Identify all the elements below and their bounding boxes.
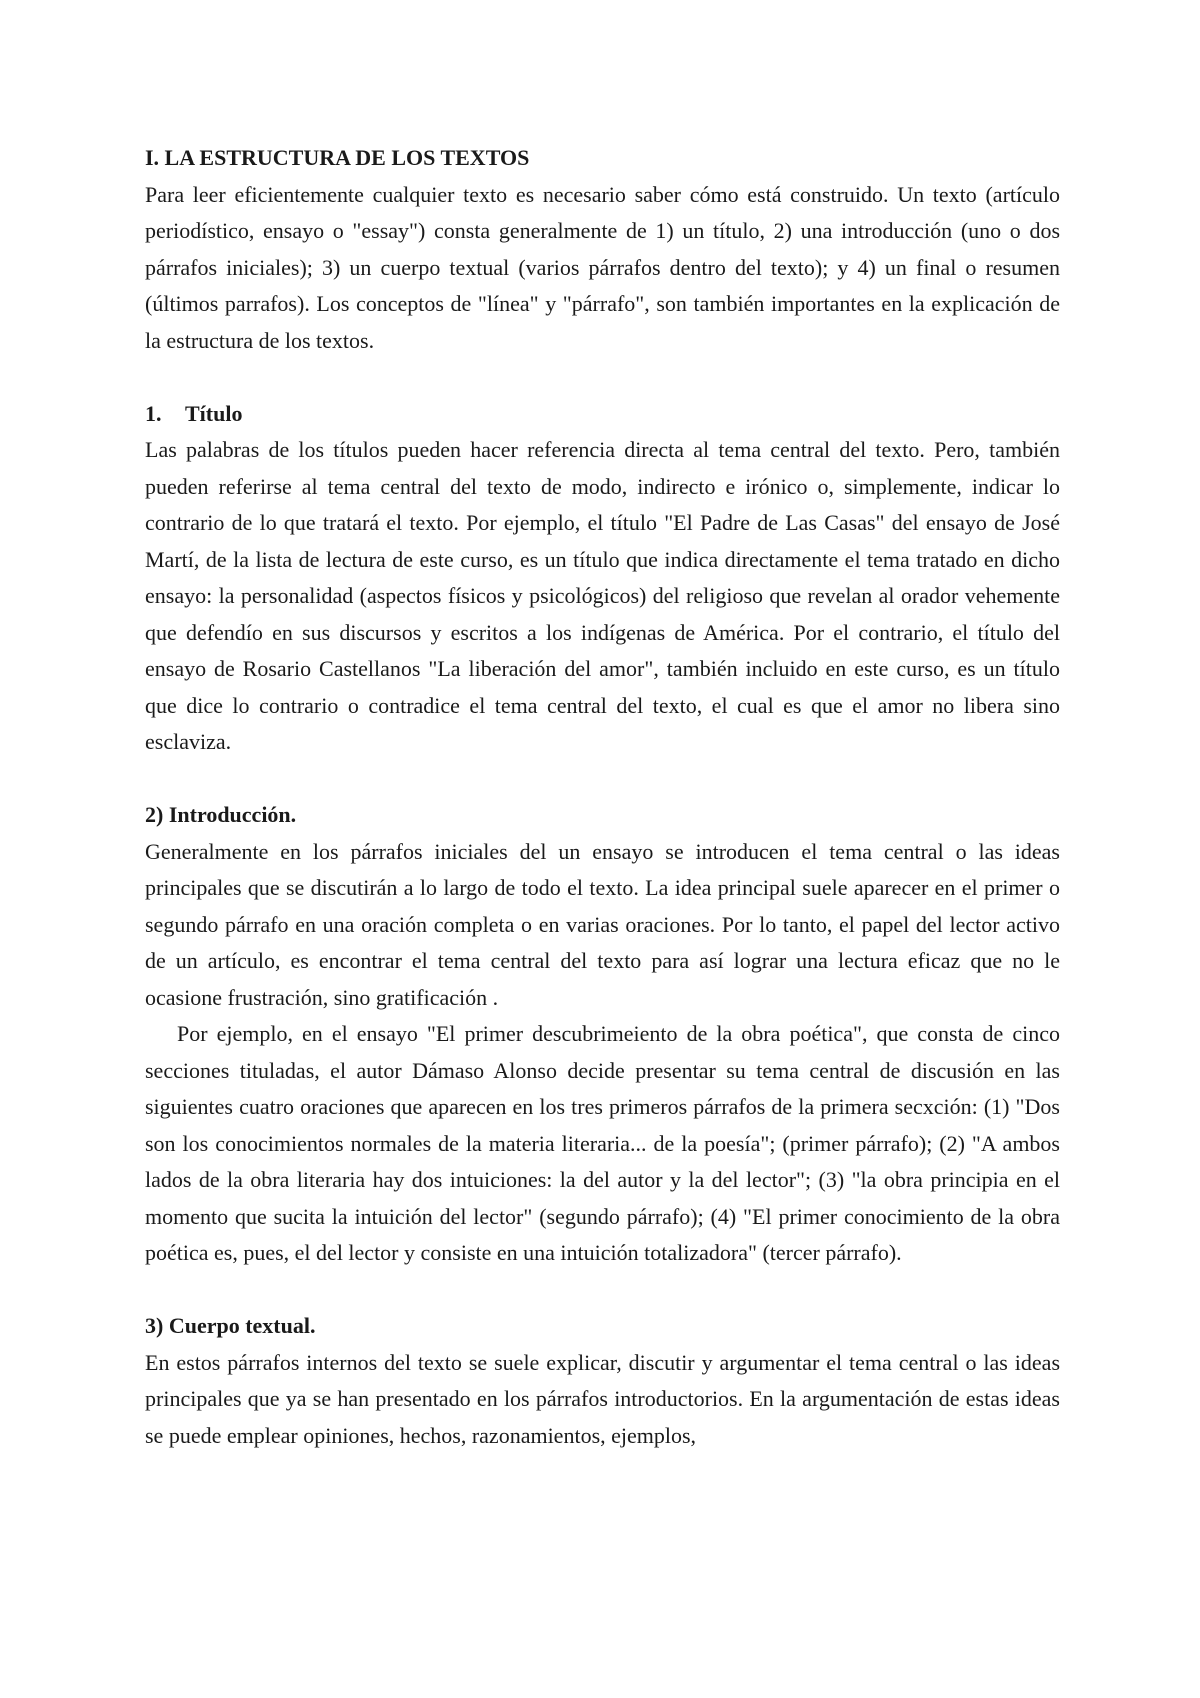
section-number: 1.: [145, 400, 162, 426]
section-heading-cuerpo-textual: 3) Cuerpo textual.: [145, 1313, 316, 1338]
section-paragraph: En estos párrafos internos del texto se suele explicar, discutir y argumentar el tema central o las ideas principales que ya se han presentado en los párrafos introductorios. En la argumentación de estas ideas se puede emplear opiniones, hechos, razonamientos, ejemplos,: [145, 1349, 1060, 1448]
section-paragraph: Las palabras de los títulos pueden hacer referencia directa al tema central del texto. Pero, también pueden referirse al tema central del texto de modo, indirecto e irónico o, simplemente, indicar lo contrario de lo que tratará el texto. Por ejemplo, el título "El Padre de Las Casas" del ensayo de José Martí, de la lista de lectura de este curso, es un título que indica directamente el tema tratado en dicho ensayo: la personalidad (aspectos físicos y psicológicos) del religioso que revelan al orador vehemente que defendío en sus discursos y escritos a los indígenas de América. Por el contrario, el título del ensayo de Rosario Castellanos "La liberación del amor", también incluido en este curso, es un título que dice lo contrario o contradice el tema central del texto, el cual es que el amor no libera sino esclaviza.: [145, 437, 1060, 754]
document-title: I. LA ESTRUCTURA DE LOS TEXTOS: [145, 145, 530, 170]
section-heading-titulo: [145, 396, 1060, 433]
section-heading-introduccion: 2) Introducción.: [145, 802, 297, 827]
section-paragraph: Generalmente en los párrafos iniciales del un ensayo se introducen el tema central o las ideas principales que se discutirán a lo largo de todo el texto. La idea principal suele aparecer en el primer o segundo párrafo en una oración completa o en varias oraciones. Por lo tanto, el papel del lector activo de un artículo, es encontrar el tema central del texto para así lograr una lectura eficaz que no le ocasione frustración, sino gratificación .: [145, 838, 1060, 1010]
document-page: [145, 140, 1060, 1454]
section-paragraph: Por ejemplo, en el ensayo "El primer descubrimeiento de la obra poética", que consta de cinco secciones tituladas, el autor Dámaso Alonso decide presentar su tema central de discusión en las siguientes cuatro oraciones que aparecen en los tres primeros párrafos de la primera secxción: (1) "Dos son los conocimientos normales de la materia literaria... de la poesía"; (primer párrafo); (2) "A ambos lados de la obra literaria hay dos intuiciones: la del autor y la del lector"; (3) "la obra principia en el momento que sucita la intuición del lector" (segundo párrafo); (4) "El primer conocimiento de la obra poética es, pues, el del lector y consiste en una intuición totalizadora" (tercer párrafo).: [145, 1021, 1060, 1265]
intro-paragraph: Para leer eficientemente cualquier texto es necesario saber cómo está construido. Un texto (artículo periodístico, ensayo o "essay") consta generalmente de 1) un título, 2) una introducción (uno o dos párrafos iniciales); 3) un cuerpo textual (varios párrafos dentro del texto); y 4) un final o resumen (últimos parrafos). Los conceptos de "línea" y "párrafo", son también importantes en la explicación de la estructura de los textos.: [145, 181, 1060, 353]
section-heading-text: Título: [185, 400, 243, 426]
spacer: [145, 359, 1060, 396]
spacer: [145, 1272, 1060, 1309]
spacer: [145, 761, 1060, 798]
